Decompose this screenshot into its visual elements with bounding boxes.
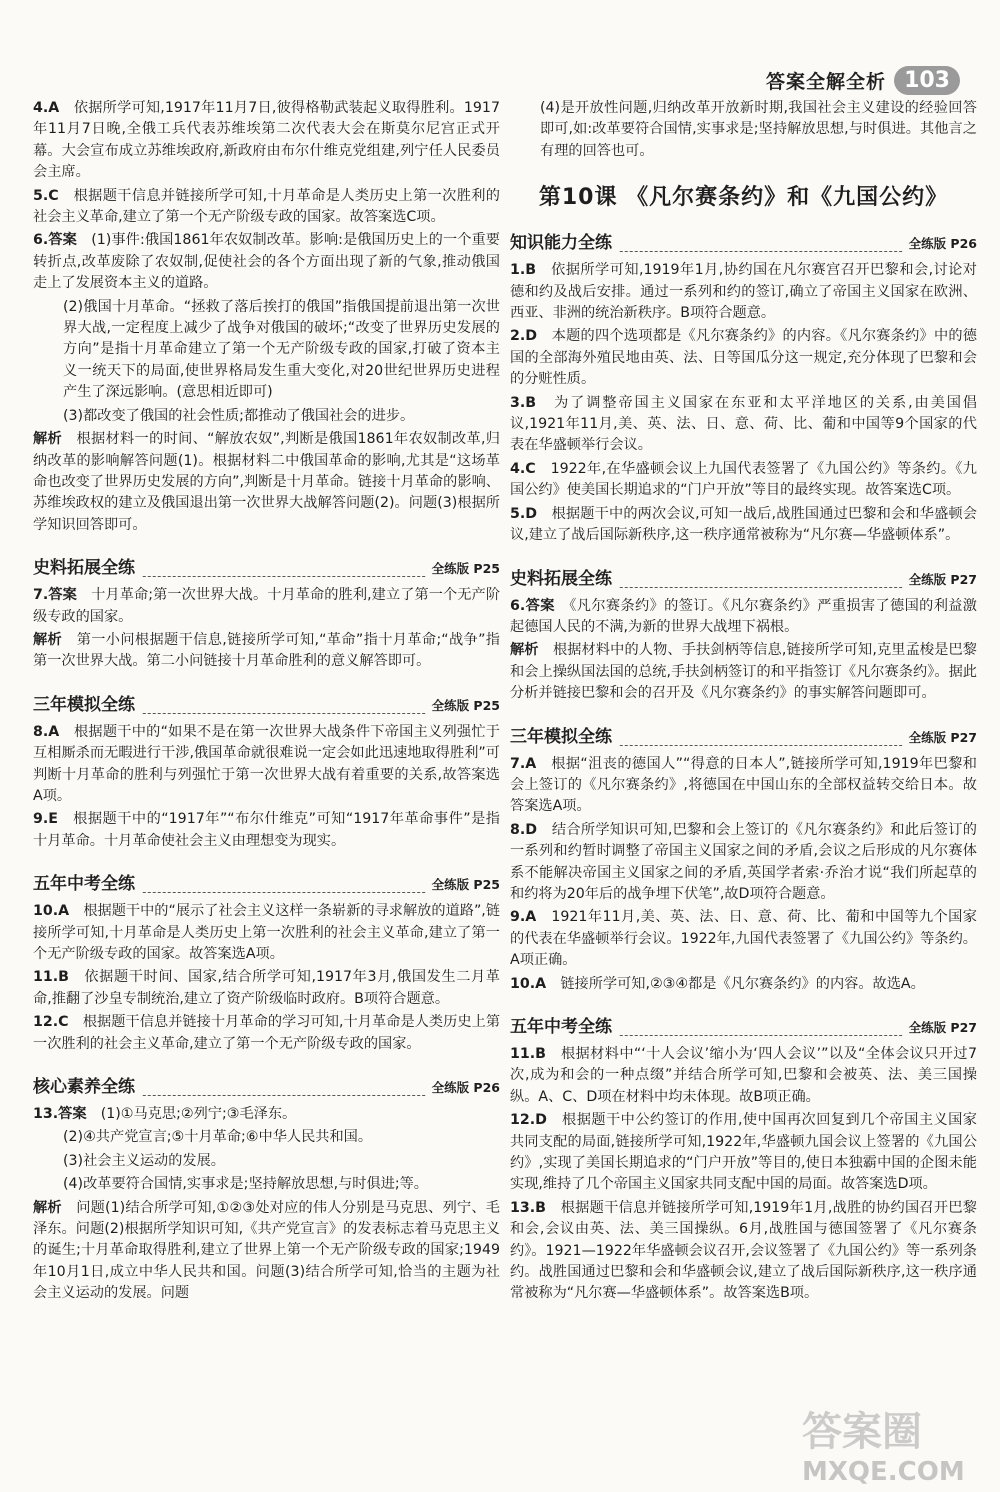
answer-text: 根据题干信息并链接十月革命的学习可知,十月革命是人类历史上第一次胜利的社会主义革命,建立了第一个无产阶级专政的国家。 xyxy=(33,1014,501,1052)
answer-paragraph xyxy=(510,1044,977,1108)
answer-label: 6.答案 xyxy=(510,597,570,614)
section-ref: 全练版 P27 xyxy=(903,728,977,746)
answer-text: 十月革命;第一次世界大战。十月革命的胜利,建立了第一个无产阶级专政的国家。 xyxy=(33,587,501,625)
answer-label: 11.B xyxy=(33,969,85,986)
answer-label: 5.D xyxy=(510,505,552,522)
answer-text: (4)改革要符合国情,实事求是;坚持解放思想,与时俱进;等。 xyxy=(63,1176,428,1193)
answer-text: (2)④共产党宣言;⑤十月革命;⑥中华人民共和国。 xyxy=(63,1129,373,1146)
answer-text: 《凡尔赛条约》的签订。《凡尔赛条约》严重损害了德国的利益激起德国人民的不满,为新的世界大战埋下祸根。 xyxy=(510,597,977,635)
answer-label: 解析 xyxy=(510,642,553,659)
answer-paragraph xyxy=(33,901,500,965)
answer-label: 9.E xyxy=(33,811,74,828)
answer-paragraph xyxy=(33,406,500,427)
answer-text: 根据题干信息并链接所学可知,十月革命是人类历史上第一次胜利的社会主义革命,建立了第一个无产阶级专政的国家。故答案选C项。 xyxy=(33,187,500,226)
watermark-url: MXQE.COM xyxy=(802,1457,965,1487)
answer-label: 13.答案 xyxy=(33,1106,101,1123)
answer-label: 8.D xyxy=(510,821,552,838)
answer-paragraph xyxy=(33,809,500,852)
answer-paragraph xyxy=(33,230,500,294)
answer-label: 解析 xyxy=(33,631,77,648)
right-block-4 xyxy=(510,1044,977,1305)
answer-paragraph xyxy=(510,754,977,818)
answer-paragraph xyxy=(510,98,977,162)
section-title: 五年中考全练 xyxy=(510,1012,618,1037)
answer-text: 根据题干中公约签订的作用,使中国再次回复到几个帝国主义国家共同支配的局面,链接所学可知,1922年,华盛顿九国会议上签署的《九国公约》,实现了美国长期追求的“门户开放”等目的,使日本独霸中国的企图未能实现,维持了几个帝国主义国家共同支配中国的局面。故答案选D项。 xyxy=(510,1112,977,1193)
answer-text: 根据“沮丧的德国人”“得意的日本人”,链接所学可知,1919年巴黎和会上签订的《凡尔赛条约》,将德国在中国山东的全部权益转交给日本。故答案选A项。 xyxy=(510,755,977,815)
left-block-4 xyxy=(33,901,500,1055)
answer-text: 根据题干信息并链接所学可知,1919年1月,战胜的协约国召开巴黎和会,会议由英、法、美三国操纵。6月,战胜国与德国签署了《凡尔赛条约》。1921—1922年华盛顿会议召开,会议签署了《九国公约》等一系列条约。战胜国通过巴黎和会和华盛顿会议,建立了战后国际新秩序,这一秩序通常被称为“凡尔赛—华盛顿体系”。故答案选B项。 xyxy=(510,1199,977,1302)
answer-paragraph xyxy=(33,1127,500,1148)
section-ref: 全练版 P26 xyxy=(903,234,977,252)
answer-text: 根据题干中的“如果不是在第一次世界大战条件下帝国主义列强忙于互相厮杀而无暇进行干涉,俄国革命就很难说一定会如此迅速地取得胜利”可判断十月革命的胜利与列强忙于第一次世界大战有着重要的关系,故答案选A项。 xyxy=(33,723,500,804)
answer-paragraph xyxy=(510,820,977,906)
answer-paragraph xyxy=(510,1110,977,1196)
section-title: 史料拓展全练 xyxy=(33,553,141,578)
answer-text: 为了调整帝国主义国家在东亚和太平洋地区的关系,由美国倡议,1921年11月,美、英、法、日、意、荷、比、葡和中国等9个国家的代表在华盛顿举行会议。 xyxy=(510,394,977,454)
answer-text: 依据所学可知,1919年1月,协约国在凡尔赛宫召开巴黎和会,讨论对德和约及战后安排。通过一系列和约的签订,确立了帝国主义国家在欧洲、西亚、非洲的统治新秩序。B项符合题意。 xyxy=(510,262,977,322)
answer-paragraph xyxy=(33,297,500,404)
answer-label: 12.D xyxy=(510,1112,563,1129)
answer-paragraph xyxy=(33,429,500,536)
section-title: 三年模拟全练 xyxy=(510,722,618,747)
answer-paragraph xyxy=(510,907,977,971)
answer-label: 3.B xyxy=(510,394,555,411)
answer-paragraph xyxy=(33,98,500,184)
answer-text: 根据题干中的两次会议,可知一战后,战胜国通过巴黎和会和华盛顿会议,建立了战后国际新秩序,这一秩序通常被称为“凡尔赛—华盛顿体系”。 xyxy=(510,505,977,544)
section-header-wunian xyxy=(33,866,500,893)
answer-text: 1921年11月,美、英、法、日、意、荷、比、葡和中国等九个国家的代表在华盛顿举行会议。1922年,九国代表签署了《九国公约》等条约。A项正确。 xyxy=(510,909,977,969)
section-ref: 全练版 P25 xyxy=(426,696,500,714)
section-title: 知识能力全练 xyxy=(510,228,618,253)
answer-text: 根据材料中“‘十人会议’缩小为‘四人会议’”以及“全体会议只开过7次,成为和会的一种点缀”并结合所学可知,巴黎和会被英、法、美三国操纵。A、C、D项在材料中均未体现。故B项正确。 xyxy=(510,1046,977,1105)
answer-paragraph xyxy=(33,1104,500,1125)
watermark-logo-text: 答案圈 xyxy=(802,1408,922,1455)
answer-text: 根据材料中的人物、手扶剑柄等信息,链接所学可知,克里孟梭是巴黎和会上操纵国法国的总统,手扶剑柄签订的和平指签订《凡尔赛条约》。据此分析并链接巴黎和会的召开及《凡尔赛条约》的事实解答问题即可。 xyxy=(510,642,977,702)
answer-text: 根据材料一的时间、“解放农奴”,判断是俄国1861年农奴制改革,归纳改革的影响解答问题(1)。根据材料二中俄国革命的影响,尤其是“这场革命也改变了世界历史发展的方向”,判断是十月革命。链接十月革命的影响、苏维埃政权的建立及俄国退出第一次世界大战解答问题(2)。问题(3)根据所学知识回答即可。 xyxy=(33,431,500,533)
answer-paragraph xyxy=(510,1198,977,1305)
answer-label: 5.C xyxy=(33,187,74,204)
answer-text: 结合所学知识可知,巴黎和会上签订的《凡尔赛条约》和此后签订的一系列和约暂时调整了帝国主义国家之间的矛盾,会议之后形成的凡尔赛体系不能解决帝国主义国家之间的矛盾,英国学者索·乔治才说“我们所起草的和约将为20年后的战争埋下伏笔”,故D项符合题意。 xyxy=(510,821,977,902)
section-header-sannian xyxy=(33,687,500,714)
answer-paragraph xyxy=(33,722,500,808)
answer-text: (3)社会主义运动的发展。 xyxy=(63,1152,225,1169)
left-block-2 xyxy=(33,585,500,673)
answer-paragraph xyxy=(33,1198,500,1305)
answer-label: 解析 xyxy=(33,1199,77,1216)
answer-paragraph xyxy=(510,504,977,547)
answer-text: 依据所学可知,1917年11月7日,彼得格勒武装起义取得胜利。1917年11月7日晚,全俄工兵代表苏维埃第二次代表大会在斯莫尔尼宫正式开幕。大会宣布成立苏维埃政府,新政府由布尔什维克党组建,列宁任人民委员会主席。 xyxy=(33,100,500,181)
section-title: 核心素养全练 xyxy=(33,1072,141,1097)
answer-paragraph xyxy=(33,585,500,628)
section-title: 三年模拟全练 xyxy=(33,690,141,715)
answer-paragraph xyxy=(510,974,977,995)
answer-label: 1.B xyxy=(510,262,552,279)
answer-text: 第一小问根据题干信息,链接所学可知,“革命”指十月革命;“战争”指第一次世界大战。第二小问链接十月革命胜利的意义解答即可。 xyxy=(33,631,500,670)
answer-label: 13.B xyxy=(510,1199,561,1216)
answer-text: 本题的四个选项都是《凡尔赛条约》的内容。《凡尔赛条约》中的德国的全部海外殖民地由英、法、日等国瓜分这一规定,充分体现了巴黎和会的分赃性质。 xyxy=(510,328,977,388)
section-header-shiliao xyxy=(510,561,977,588)
answer-text: 根据题干中的“展示了社会主义这样一条崭新的寻求解放的道路”,链接所学可知,十月革命是人类历史上第一次胜利的社会主义革命,建立了第一个无产阶级专政的国家。故答案选A项。 xyxy=(33,903,500,962)
answer-label: 10.A xyxy=(510,975,561,992)
answer-text: (2)俄国十月革命。“拯救了落后挨打的俄国”指俄国提前退出第一次世界大战,一定程度上减少了战争对俄国的破坏;“改变了世界历史发展的方向”是指十月革命建立了第一个无产阶级专政的国家,打破了资本主义一统天下的局面,使世界格局发生重大变化,对20世纪世界历史进程产生了深远影响。(意思相近即可) xyxy=(63,298,500,401)
right-block-3 xyxy=(510,754,977,995)
answer-label: 11.B xyxy=(510,1046,561,1062)
right-block-0 xyxy=(510,98,977,162)
answer-text: 依据题干时间、国家,结合所学可知,1917年3月,俄国发生二月革命,推翻了沙皇专制统治,建立了资产阶级临时政府。B项符合题意。 xyxy=(33,969,500,1007)
section-header-sannian xyxy=(510,719,977,746)
answer-label: 10.A xyxy=(33,903,84,920)
page-header xyxy=(766,62,960,98)
section-ref: 全练版 P27 xyxy=(903,1018,977,1036)
answer-paragraph xyxy=(510,326,977,390)
answer-paragraph xyxy=(510,393,977,457)
header-title: 答案全解全析 xyxy=(766,70,887,93)
answer-text: (3)都改变了俄国的社会性质;都推动了俄国社会的进步。 xyxy=(63,407,415,424)
answer-text: (1)①马克思;②列宁;③毛泽东。 xyxy=(100,1106,297,1123)
section-header-hexin xyxy=(33,1069,500,1096)
answer-label: 6.答案 xyxy=(33,232,92,249)
section-ref: 全练版 P26 xyxy=(426,1078,500,1096)
lesson-title: 第10课 《凡尔赛条约》和《九国公约》 xyxy=(538,185,949,211)
left-block-3 xyxy=(33,722,500,852)
answer-paragraph xyxy=(510,596,977,639)
answer-label: 7.答案 xyxy=(33,587,92,604)
answer-paragraph xyxy=(510,459,977,502)
answer-text: 链接所学可知,②③④都是《凡尔赛条约》的内容。故选A。 xyxy=(560,975,925,992)
answer-paragraph xyxy=(510,640,977,704)
page-number: 103 xyxy=(894,66,960,95)
answer-label: 7.A xyxy=(510,755,552,772)
section-title: 史料拓展全练 xyxy=(510,564,618,589)
answer-label: 2.D xyxy=(510,328,552,345)
answer-label: 8.A xyxy=(33,723,74,740)
right-block-2 xyxy=(510,596,977,705)
section-header-shiliao xyxy=(33,550,500,577)
answer-paragraph xyxy=(33,1012,500,1055)
answer-text: (1)事件:俄国1861年农奴制改革。影响:是俄国历史上的一个重要转折点,改革废除了农奴制,促使社会的各个方面出现了新的气象,推动俄国走上了发展资本主义的道路。 xyxy=(33,232,500,292)
answer-paragraph xyxy=(33,1151,500,1172)
right-column xyxy=(510,98,977,1307)
right-block-1 xyxy=(510,260,977,546)
answer-label: 4.C xyxy=(510,460,551,477)
section-title: 五年中考全练 xyxy=(33,869,141,894)
answer-label: 4.A xyxy=(33,100,74,116)
answer-label: 12.C xyxy=(33,1014,83,1031)
section-header-zhishi xyxy=(510,225,977,252)
answer-paragraph xyxy=(33,630,500,673)
answer-text: 1922年,在华盛顿会议上九国代表签署了《九国公约》等条约。《九国公约》使美国长期追求的“门户开放”等目的最终实现。故答案选C项。 xyxy=(510,460,977,499)
answer-label: 解析 xyxy=(33,431,77,448)
watermark-logo xyxy=(802,1400,982,1487)
section-header-wunian xyxy=(510,1009,977,1036)
answer-paragraph xyxy=(510,260,977,324)
section-ref: 全练版 P27 xyxy=(903,570,977,588)
answer-paragraph xyxy=(33,186,500,229)
left-block-1 xyxy=(33,98,500,536)
answer-text: (4)是开放性问题,归纳改革开放新时期,我国社会主义建设的经验回答即可,如:改革要符合国情,实事求是;坚持解放思想,与时俱进。其他言之有理的回答也可。 xyxy=(540,100,977,159)
answer-label: 9.A xyxy=(510,909,552,926)
answer-text: 问题(1)结合所学可知,①②③处对应的伟人分别是马克思、列宁、毛泽东。问题(2)根据所学知识可知,《共产党宣言》的发表标志着马克思主义的诞生;十月革命取得胜利,建立了世界上第一个无产阶级专政的国家;1949年10月1日,成立中华人民共和国。问题(3)结合所学可知,恰当的主题为社会主义运动的发展。问题 xyxy=(33,1199,500,1302)
answer-paragraph xyxy=(33,967,500,1010)
answer-text: 根据题干中的“1917年”“布尔什维克”可知“1917年革命事件”是指十月革命。十月革命使社会主义由理想变为现实。 xyxy=(33,811,500,849)
answer-paragraph xyxy=(33,1174,500,1195)
left-block-5 xyxy=(33,1104,500,1305)
left-column xyxy=(33,98,500,1307)
section-ref: 全练版 P25 xyxy=(426,559,500,577)
section-ref: 全练版 P25 xyxy=(426,875,500,893)
